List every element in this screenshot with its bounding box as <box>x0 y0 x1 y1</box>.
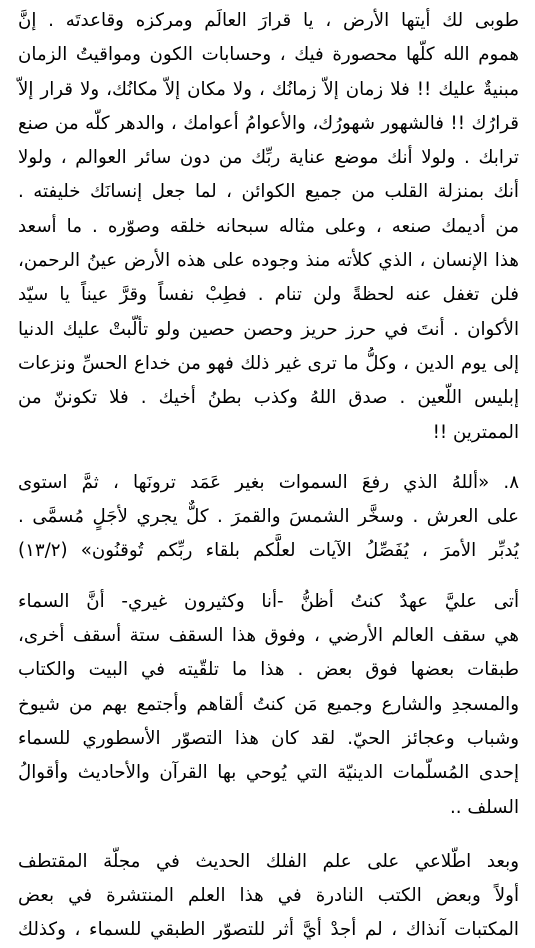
paragraph-gap <box>0 825 535 845</box>
paragraph-earth-address <box>0 4 535 450</box>
text-line: إحدى المُسلّمات الدينيّة التي يُوحي بها القرآن والأحاديث وأقوالُ <box>18 762 519 784</box>
paragraph-astronomy <box>0 845 535 948</box>
text-line: قرارُك !! فالشهور شهورُك، والأعوامُ أعوامك ، والدهر كلّه من صنع <box>18 112 519 134</box>
text-line: المكتبات آنذاك ، لم أجدْ أيَّ أثر للتصوّر الطبقي للسماء ، وكذلك <box>18 919 519 941</box>
text-line: على العرش . وسخَّر الشمسَ والقمرَ . كلٌّ يجري لأجَلٍ مُسمَّى . <box>18 506 519 528</box>
paragraph-quran-verse <box>0 466 535 569</box>
text-line: وبعد اطّلاعي على علم الفلك الحديث في مجلّة المقتطف <box>18 850 519 872</box>
text-line: الأكوان . أنتَ في حرز حريز وحصن حصين ولو تألّبتْ عليك الدنيا <box>18 318 519 340</box>
text-line: يُدبِّر الأمرَ ، يُفَصِّلُ الآيات لعلَّكم بلقاء ربِّكم تُوقنُون» (١٣/٢) <box>18 540 519 562</box>
text-line: فلن تغفل عنه لحظةً ولن تنام . فطِبْ نفساً وقرَّ عيناً يا سيّد <box>18 284 519 306</box>
text-line: والمسجدِ والشارع وجميع مَن كنتُ ألقاهم وأجتمع بهم من شيوخ <box>18 693 519 715</box>
text-line: السلف .. <box>449 796 519 818</box>
text-line: هي سقف العالم الأرضي ، وفوق هذا السقف ستة أسقف أخرى، <box>18 625 519 647</box>
text-line: طبقات بعضها فوق بعض . هذا ما تلقّيته في البيت والكتاب <box>18 659 519 681</box>
text-line: أتى عليَّ عهدٌ كنتُ أظنُّ -أنا وكثيرون غيري- أنَّ السماء <box>18 590 519 612</box>
text-line: إلى يوم الدين ، وكلُّ ما ترى غير ذلك فهو من خداع الحسِّ ونزعات <box>18 352 519 374</box>
text-line: أولاً وبعض الكتب النادرة في هذا العلم المنتشرة في بعض <box>18 885 519 907</box>
text-line: إبليس اللّعين . صدق اللهُ وكذب بطنُ أخيك . فلا تكوننّ من <box>18 387 519 409</box>
text-line: ٨. «أللهُ الذي رفعَ السموات بغير عَمَد ترونَها ، ثمَّ استوى <box>18 471 519 493</box>
paragraph-gap <box>0 450 535 466</box>
text-line: هموم الله كلّها محصورة فيك ، وحسابات الكون ومواقيتُ الزمان <box>18 44 519 66</box>
text-line: هذا الإنسان ، الذي كلأته منذ وجوده على هذه الأرض عينُ الرحمن، <box>18 250 519 272</box>
text-line: أنك بمنزلة القلب من جميع الكوائن ، لما جعل إنسانَك خليفته . <box>18 181 519 203</box>
paragraph-sky-belief <box>0 585 535 825</box>
paragraph-gap <box>0 569 535 585</box>
text-line: طوبى لك أيتها الأرض ، يا قرارَ العالَم ومركزه وقاعدتَه . إنَّ <box>18 10 519 31</box>
text-line: الممترين !! <box>432 421 519 443</box>
text-line: وشباب وعجائز الحيّ. لقد كان هذا التصوّر الأسطوري للسماء <box>18 727 519 749</box>
book-page <box>0 4 535 948</box>
text-line: من أديمك صنعه ، وعلى مثاله سبحانه خلقه وصوّره . ما أسعد <box>18 215 519 237</box>
text-line: مبنيةٌ عليك !! فلا زمان إلاّ زمانُك ، ولا مكان إلاّ مكانُك، ولا قرار إلاّ <box>18 78 519 100</box>
text-line: ترابك . ولولا أنك موضع عناية ربِّك من دون سائر العوالم ، ولولا <box>18 147 519 169</box>
